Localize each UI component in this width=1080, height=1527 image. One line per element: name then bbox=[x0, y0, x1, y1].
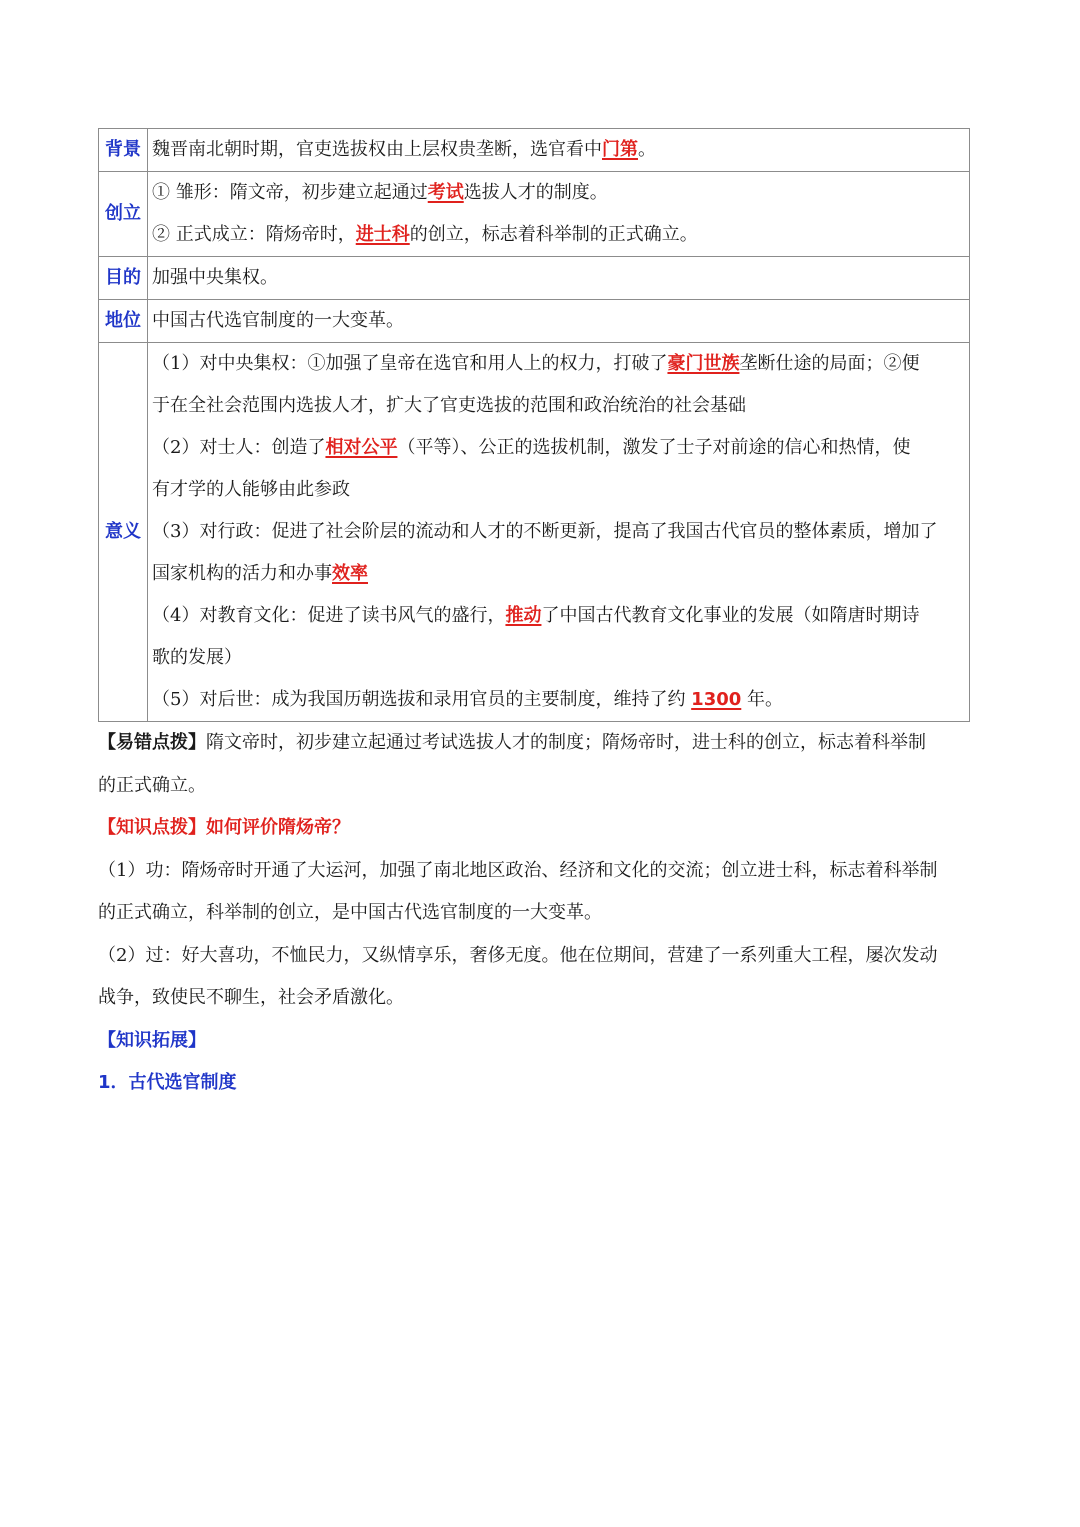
content-line bbox=[152, 343, 967, 385]
line-text: ② 正式成立：隋炀帝时， bbox=[152, 224, 356, 245]
tip-line-2: 的正式确立。 bbox=[98, 774, 206, 796]
row-label: 背景 bbox=[99, 129, 148, 172]
page-content bbox=[98, 128, 982, 1105]
fault-line-2: 战争，致使民不聊生，社会矛盾激化。 bbox=[98, 987, 404, 1008]
content-line bbox=[152, 469, 967, 511]
table-row bbox=[99, 129, 970, 172]
content-line bbox=[152, 385, 967, 427]
line-text: （5）对后世：成为我国历朝选拔和录用官员的主要制度，维持了约 bbox=[152, 689, 692, 710]
table-row bbox=[99, 257, 970, 300]
content-line bbox=[152, 553, 967, 595]
content-line bbox=[152, 214, 967, 256]
line-text: 于在全社会范围内选拔人才，扩大了官吏选拔的范围和政治统治的社会基础 bbox=[152, 395, 746, 416]
knowledge-heading: 【知识点拨】如何评价隋炀帝？ bbox=[98, 817, 350, 838]
line-text: 歌的发展） bbox=[152, 647, 242, 668]
content-line bbox=[152, 679, 967, 721]
content-line bbox=[152, 300, 967, 342]
highlight-keyword: 门第 bbox=[602, 139, 638, 160]
line-text: 国家机构的活力和办事 bbox=[152, 563, 332, 584]
line-text: ① 雏形：隋文帝，初步建立起通过 bbox=[152, 182, 428, 203]
content-line bbox=[152, 637, 967, 679]
row-label: 创立 bbox=[99, 172, 148, 257]
tip-line-1: 【易错点拨】隋文帝时，初步建立起通过考试选拔人才的制度；隋炀帝时，进士科的创立，标志着科举制 bbox=[98, 732, 926, 753]
merit-line-2: 的正式确立，科举制的创立，是中国古代选官制度的一大变革。 bbox=[98, 902, 602, 923]
content-line bbox=[152, 129, 967, 171]
keju-table bbox=[98, 128, 970, 722]
table-row bbox=[99, 172, 970, 257]
tip-tag: 【易错点拨】 bbox=[98, 732, 206, 753]
line-text: （1）对中央集权：①加强了皇帝在选官和用人上的权力，打破了 bbox=[152, 353, 668, 374]
content-line bbox=[152, 595, 967, 637]
line-text: 了中国古代教育文化事业的发展（如隋唐时期诗 bbox=[541, 605, 920, 626]
line-text: 。 bbox=[638, 139, 656, 160]
line-text: （3）对行政：促进了社会阶层的流动和人才的不断更新，提高了我国古代官员的整体素质，增加了 bbox=[152, 521, 938, 542]
row-content bbox=[148, 257, 970, 300]
highlight-keyword: 相对公平 bbox=[325, 437, 398, 458]
line-text: （平等）、公正的选拔机制，激发了士子对前途的信心和热情，使 bbox=[397, 437, 911, 458]
table-row bbox=[99, 343, 970, 722]
row-label: 意义 bbox=[99, 343, 148, 722]
extension-subheading: 1．古代选官制度 bbox=[98, 1072, 237, 1093]
content-line bbox=[152, 427, 967, 469]
line-text: 有才学的人能够由此参政 bbox=[152, 479, 350, 500]
merit-line-1: （1）功：隋炀帝时开通了大运河，加强了南北地区政治、经济和文化的交流；创立进士科，标志着科举制 bbox=[98, 859, 938, 881]
row-content bbox=[148, 300, 970, 343]
highlight-keyword: 考试 bbox=[427, 182, 464, 203]
content-line bbox=[152, 511, 967, 553]
extension-heading: 【知识拓展】 bbox=[98, 1029, 206, 1051]
highlight-keyword: 豪门世族 bbox=[667, 353, 740, 374]
row-content bbox=[148, 129, 970, 172]
content-line bbox=[152, 257, 967, 299]
highlight-keyword: 1300 bbox=[691, 689, 742, 710]
line-text: 的创立，标志着科举制的正式确立。 bbox=[409, 224, 698, 245]
line-text: 年。 bbox=[741, 689, 784, 710]
line-text: （4）对教育文化：促进了读书风气的盛行， bbox=[152, 605, 506, 626]
table-row bbox=[99, 300, 970, 343]
highlight-keyword: 进士科 bbox=[355, 224, 410, 245]
row-label: 地位 bbox=[99, 300, 148, 343]
fault-line-1: （2）过：好大喜功，不恤民力，又纵情享乐，奢侈无度。他在位期间，营建了一系列重大工程，屡次发动 bbox=[98, 944, 938, 966]
row-content bbox=[148, 343, 970, 722]
line-text: 魏晋南北朝时期，官吏选拔权由上层权贵垄断，选官看中 bbox=[152, 139, 602, 160]
highlight-keyword: 效率 bbox=[332, 563, 368, 584]
content-line bbox=[152, 172, 967, 214]
line-text: （2）对士人：创造了 bbox=[152, 437, 326, 458]
highlight-keyword: 推动 bbox=[505, 605, 542, 626]
row-label: 目的 bbox=[99, 257, 148, 300]
row-content bbox=[148, 172, 970, 257]
line-text: 选拔人才的制度。 bbox=[463, 182, 608, 203]
line-text: 中国古代选官制度的一大变革。 bbox=[152, 310, 404, 331]
line-text: 加强中央集权。 bbox=[152, 267, 278, 288]
line-text: 垄断仕途的局面；②便 bbox=[739, 353, 920, 374]
